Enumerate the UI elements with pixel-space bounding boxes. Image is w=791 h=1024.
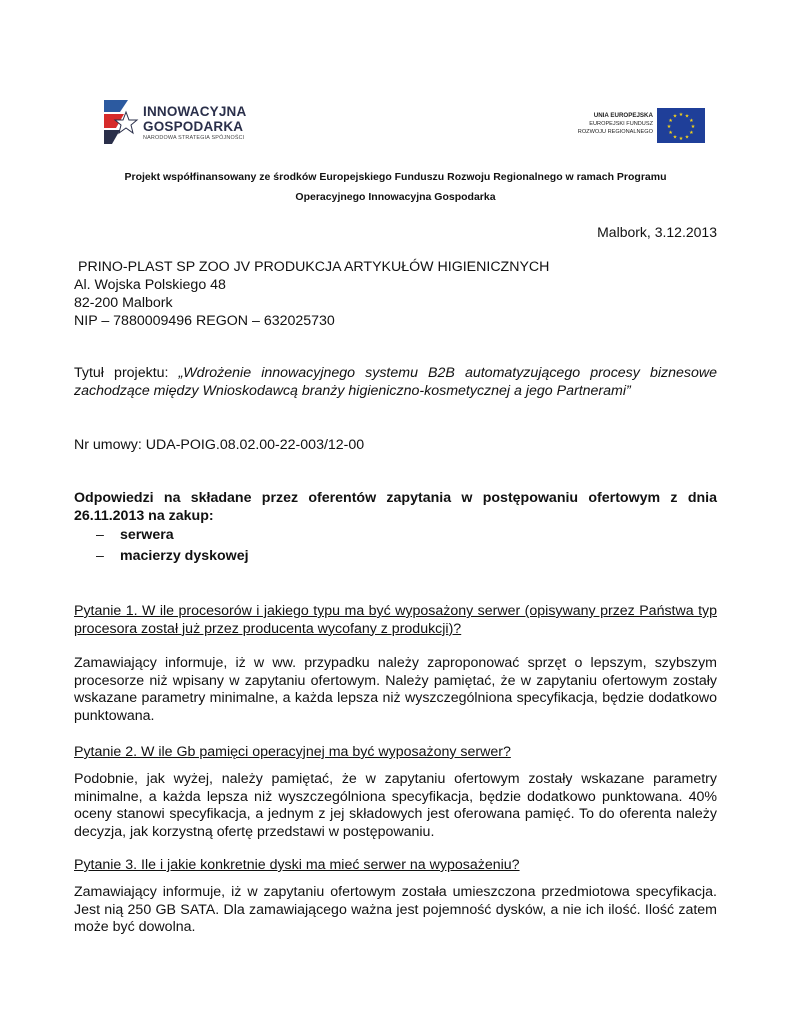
innowacyjna-gospodarka-emblem-icon	[102, 98, 140, 148]
subject-item-label: serwera	[120, 527, 174, 543]
svg-text:★: ★	[668, 130, 673, 136]
svg-text:★: ★	[668, 118, 673, 124]
svg-text:★: ★	[690, 124, 696, 130]
company-address	[74, 258, 549, 330]
svg-text:★: ★	[689, 130, 694, 136]
answer-1: Zamawiający informuje, iż w ww. przypadku należy zaproponować sprzęt o lepszym, szybszym procesorze niż wpisany w zapytaniu ofertowym. Należy pamiętać, że w zapytaniu ofertowym zostały wskazane parametry minimalne, a każda lepsza niż wyszczególniona specyfikacja, będzie dodatkowo punktowana.	[74, 655, 717, 724]
eu-fund-logo	[563, 108, 705, 146]
company-name: PRINO-PLAST SP ZOO JV PRODUKCJA ARTYKUŁÓW HIGIENICZNYCH	[78, 259, 550, 275]
dash-1: –	[96, 527, 104, 543]
subject-item	[96, 527, 174, 543]
svg-text:★: ★	[678, 136, 684, 142]
company-city: 82-200 Malbork	[74, 295, 173, 311]
question-1: Pytanie 1. W ile procesorów i jakiego typu ma być wyposażony serwer (opisywany przez Państwa typ procesora został już przez producenta wycofany z produkcji)?	[74, 603, 717, 637]
answer-2: Podobnie, jak wyżej, należy pamiętać, że w zapytaniu ofertowym zostały wskazane parametry minimalne, a każda lepsza niż wyszczególniona specyfikacja, będzie dodatkowo punktowana. 40% oceny stanowi specyfikacja, a jednym z jej składowych jest oferowana pamięć. To do oferenta należy decyzja, jak korzystną ofertę przedstawi w postępowaniu.	[74, 771, 717, 840]
svg-text:★: ★	[672, 113, 678, 120]
subject-item-label: macierzy dyskowej	[120, 548, 249, 564]
project-label: Tytuł projektu:	[74, 365, 179, 381]
logo-ig-line1: INNOWACYJNA	[143, 104, 247, 119]
svg-text:★: ★	[666, 124, 672, 130]
svg-text:★: ★	[684, 113, 690, 120]
logo-ig-subtitle: NARODOWA STRATEGIA SPÓJNOŚCI	[143, 135, 245, 141]
innowacyjna-gospodarka-logo	[102, 98, 272, 148]
document-date: Malbork, 3.12.2013	[597, 224, 717, 240]
funding-note-line1: Projekt współfinansowany ze środków Europejskiego Funduszu Rozwoju Regionalnego w ramach Programu	[124, 171, 667, 183]
question-2: Pytanie 2. W ile Gb pamięci operacyjnej ma być wyposażony serwer?	[74, 744, 511, 760]
svg-text:★: ★	[689, 118, 694, 124]
funding-note-line2: Operacyjnego Innowacyjna Gospodarka	[295, 191, 496, 203]
answer-3: Zamawiający informuje, iż w zapytaniu ofertowym została umieszczona przedmiotowa specyfikacja. Jest nią 250 GB SATA. Dla zamawiającego ważna jest pojemność dysków, a nie ich ilość. Ilość zatem może być dowolna.	[74, 884, 717, 935]
company-ids: NIP – 7880009496 REGON – 632025730	[74, 313, 335, 329]
contract-number: Nr umowy: UDA-POIG.08.02.00-22-003/12-00	[74, 437, 365, 453]
company-street: Al. Wojska Polskiego 48	[74, 277, 226, 293]
svg-text:★: ★	[678, 112, 684, 118]
logo-ue-line2: EUROPEJSKI FUNDUSZ	[589, 121, 653, 127]
logo-ig-line2: GOSPODARKA	[143, 119, 244, 134]
project-title: „Wdrożenie innowacyjnego systemu B2B automatyzującego procesy biznesowe zachodzące między Wnioskodawcą branży higieniczno-kosmetycznej a jego Partnerami”	[74, 365, 717, 399]
dash-2: –	[96, 548, 104, 564]
question-3: Pytanie 3. Ile i jakie konkretnie dyski ma mieć serwer na wyposażeniu?	[74, 857, 520, 873]
subject-item	[96, 548, 249, 564]
project-title-paragraph	[74, 365, 717, 400]
eu-flag-icon	[657, 108, 705, 143]
logo-ue-line3: ROZWOJU REGIONALNEGO	[577, 129, 653, 135]
subject-heading: Odpowiedzi na składane przez oferentów zapytania w postępowaniu ofertowym z dnia 26.11.2013 na zakup:	[74, 490, 717, 524]
svg-text:★: ★	[672, 134, 678, 141]
svg-text:★: ★	[684, 134, 690, 141]
logo-ue-line1: UNIA EUROPEJSKA	[593, 112, 653, 119]
